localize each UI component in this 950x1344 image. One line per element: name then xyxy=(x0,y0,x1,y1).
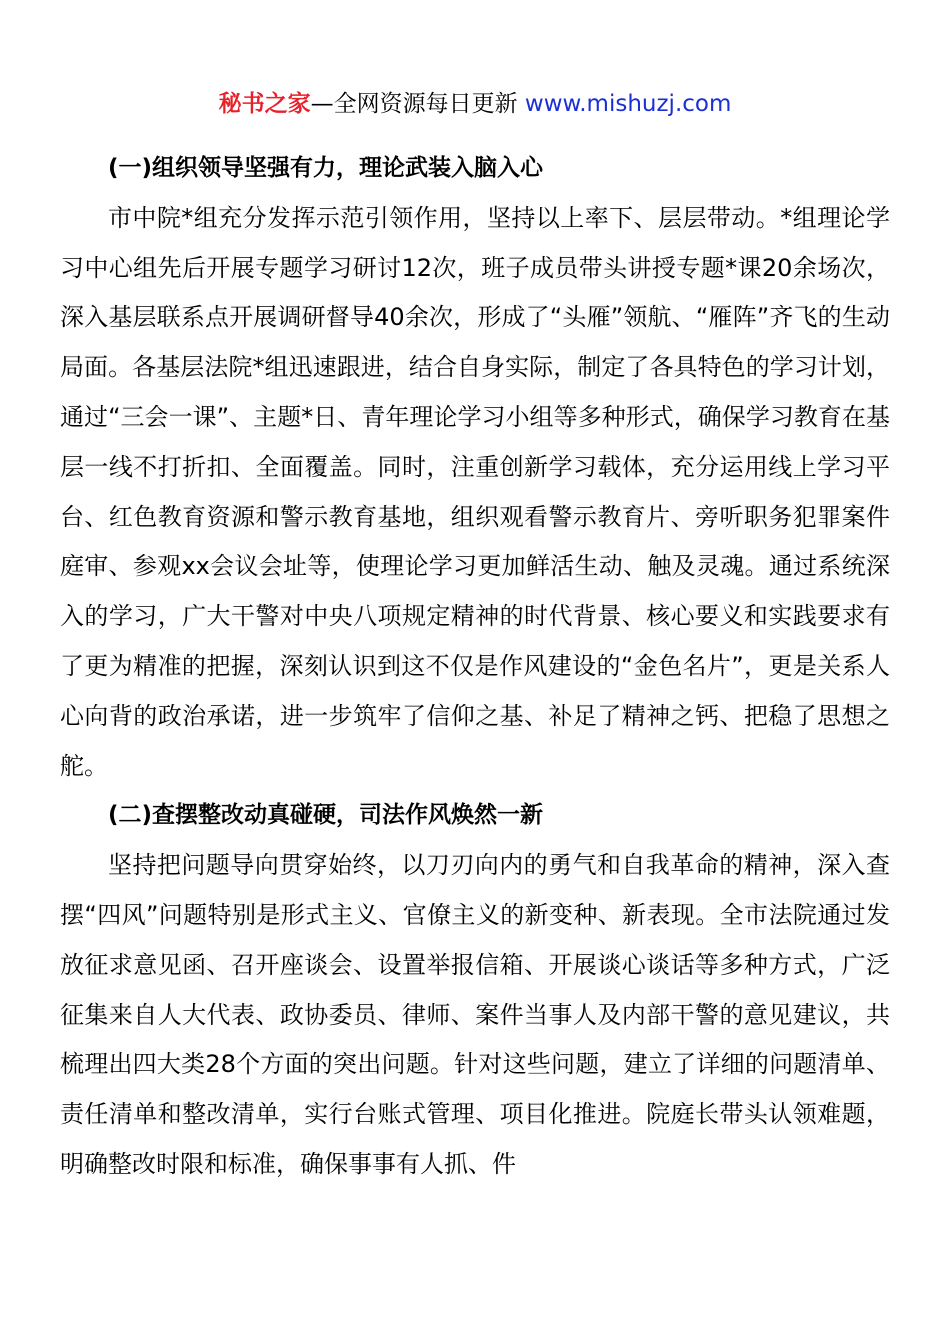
section-paragraph-1: 市中院*组充分发挥示范引领作用，坚持以上率下、层层带动。*组理论学习中心组先后开展专题学习研讨12次，班子成员带头讲授专题*课20余场次，深入基层联系点开展调研督导40余次，形成了“头雁”领航、“雁阵”齐飞的生动局面。各基层法院*组迅速跟进，结合自身实际，制定了各具特色的学习计划，通过“三会一课”、主题*日、青年理论学习小组等多种形式，确保学习教育在基层一线不打折扣、全面覆盖。同时，注重创新学习载体，充分运用线上学习平台、红色教育资源和警示教育基地，组织观看警示教育片、旁听职务犯罪案件庭审、参观xx会议会址等，使理论学习更加鲜活生动、触及灵魂。通过系统深入的学习，广大干警对中央八项规定精神的时代背景、核心要义和实践要求有了更为精准的把握，深刻认识到这不仅是作风建设的“金色名片”，更是关系人心向背的政治承诺，进一步筑牢了信仰之基、补足了精神之钙、把稳了思想之舵。 xyxy=(60,203,890,780)
section-heading-2: (二)查摆整改动真碰硬，司法作风焕然一新 xyxy=(108,802,544,829)
section-paragraph-2: 坚持把问题导向贯穿始终，以刀刃向内的勇气和自我革命的精神，深入查摆“四风”问题特别是形式主义、官僚主义的新变种、新表现。全市法院通过发放征求意见函、召开座谈会、设置举报信箱、开展谈心谈话等多种方式，广泛征集来自人大代表、政协委员、律师、案件当事人及内部干警的意见建议，共梳理出四大类28个方面的突出问题。针对这些问题，建立了详细的问题清单、责任清单和整改清单，实行台账式管理、项目化推进。院庭长带头认领难题，明确整改时限和标准，确保事事有人抓、件 xyxy=(60,851,890,1178)
section-heading-1: (一)组织领导坚强有力，理论武装入脑入心 xyxy=(108,155,544,181)
site-header xyxy=(0,86,950,122)
site-url-link[interactable]: www.mishuzj.com xyxy=(524,91,732,117)
site-brand: 秘书之家 xyxy=(218,91,311,117)
site-tagline: —全网资源每日更新 xyxy=(310,91,525,117)
document-body xyxy=(60,144,890,1190)
